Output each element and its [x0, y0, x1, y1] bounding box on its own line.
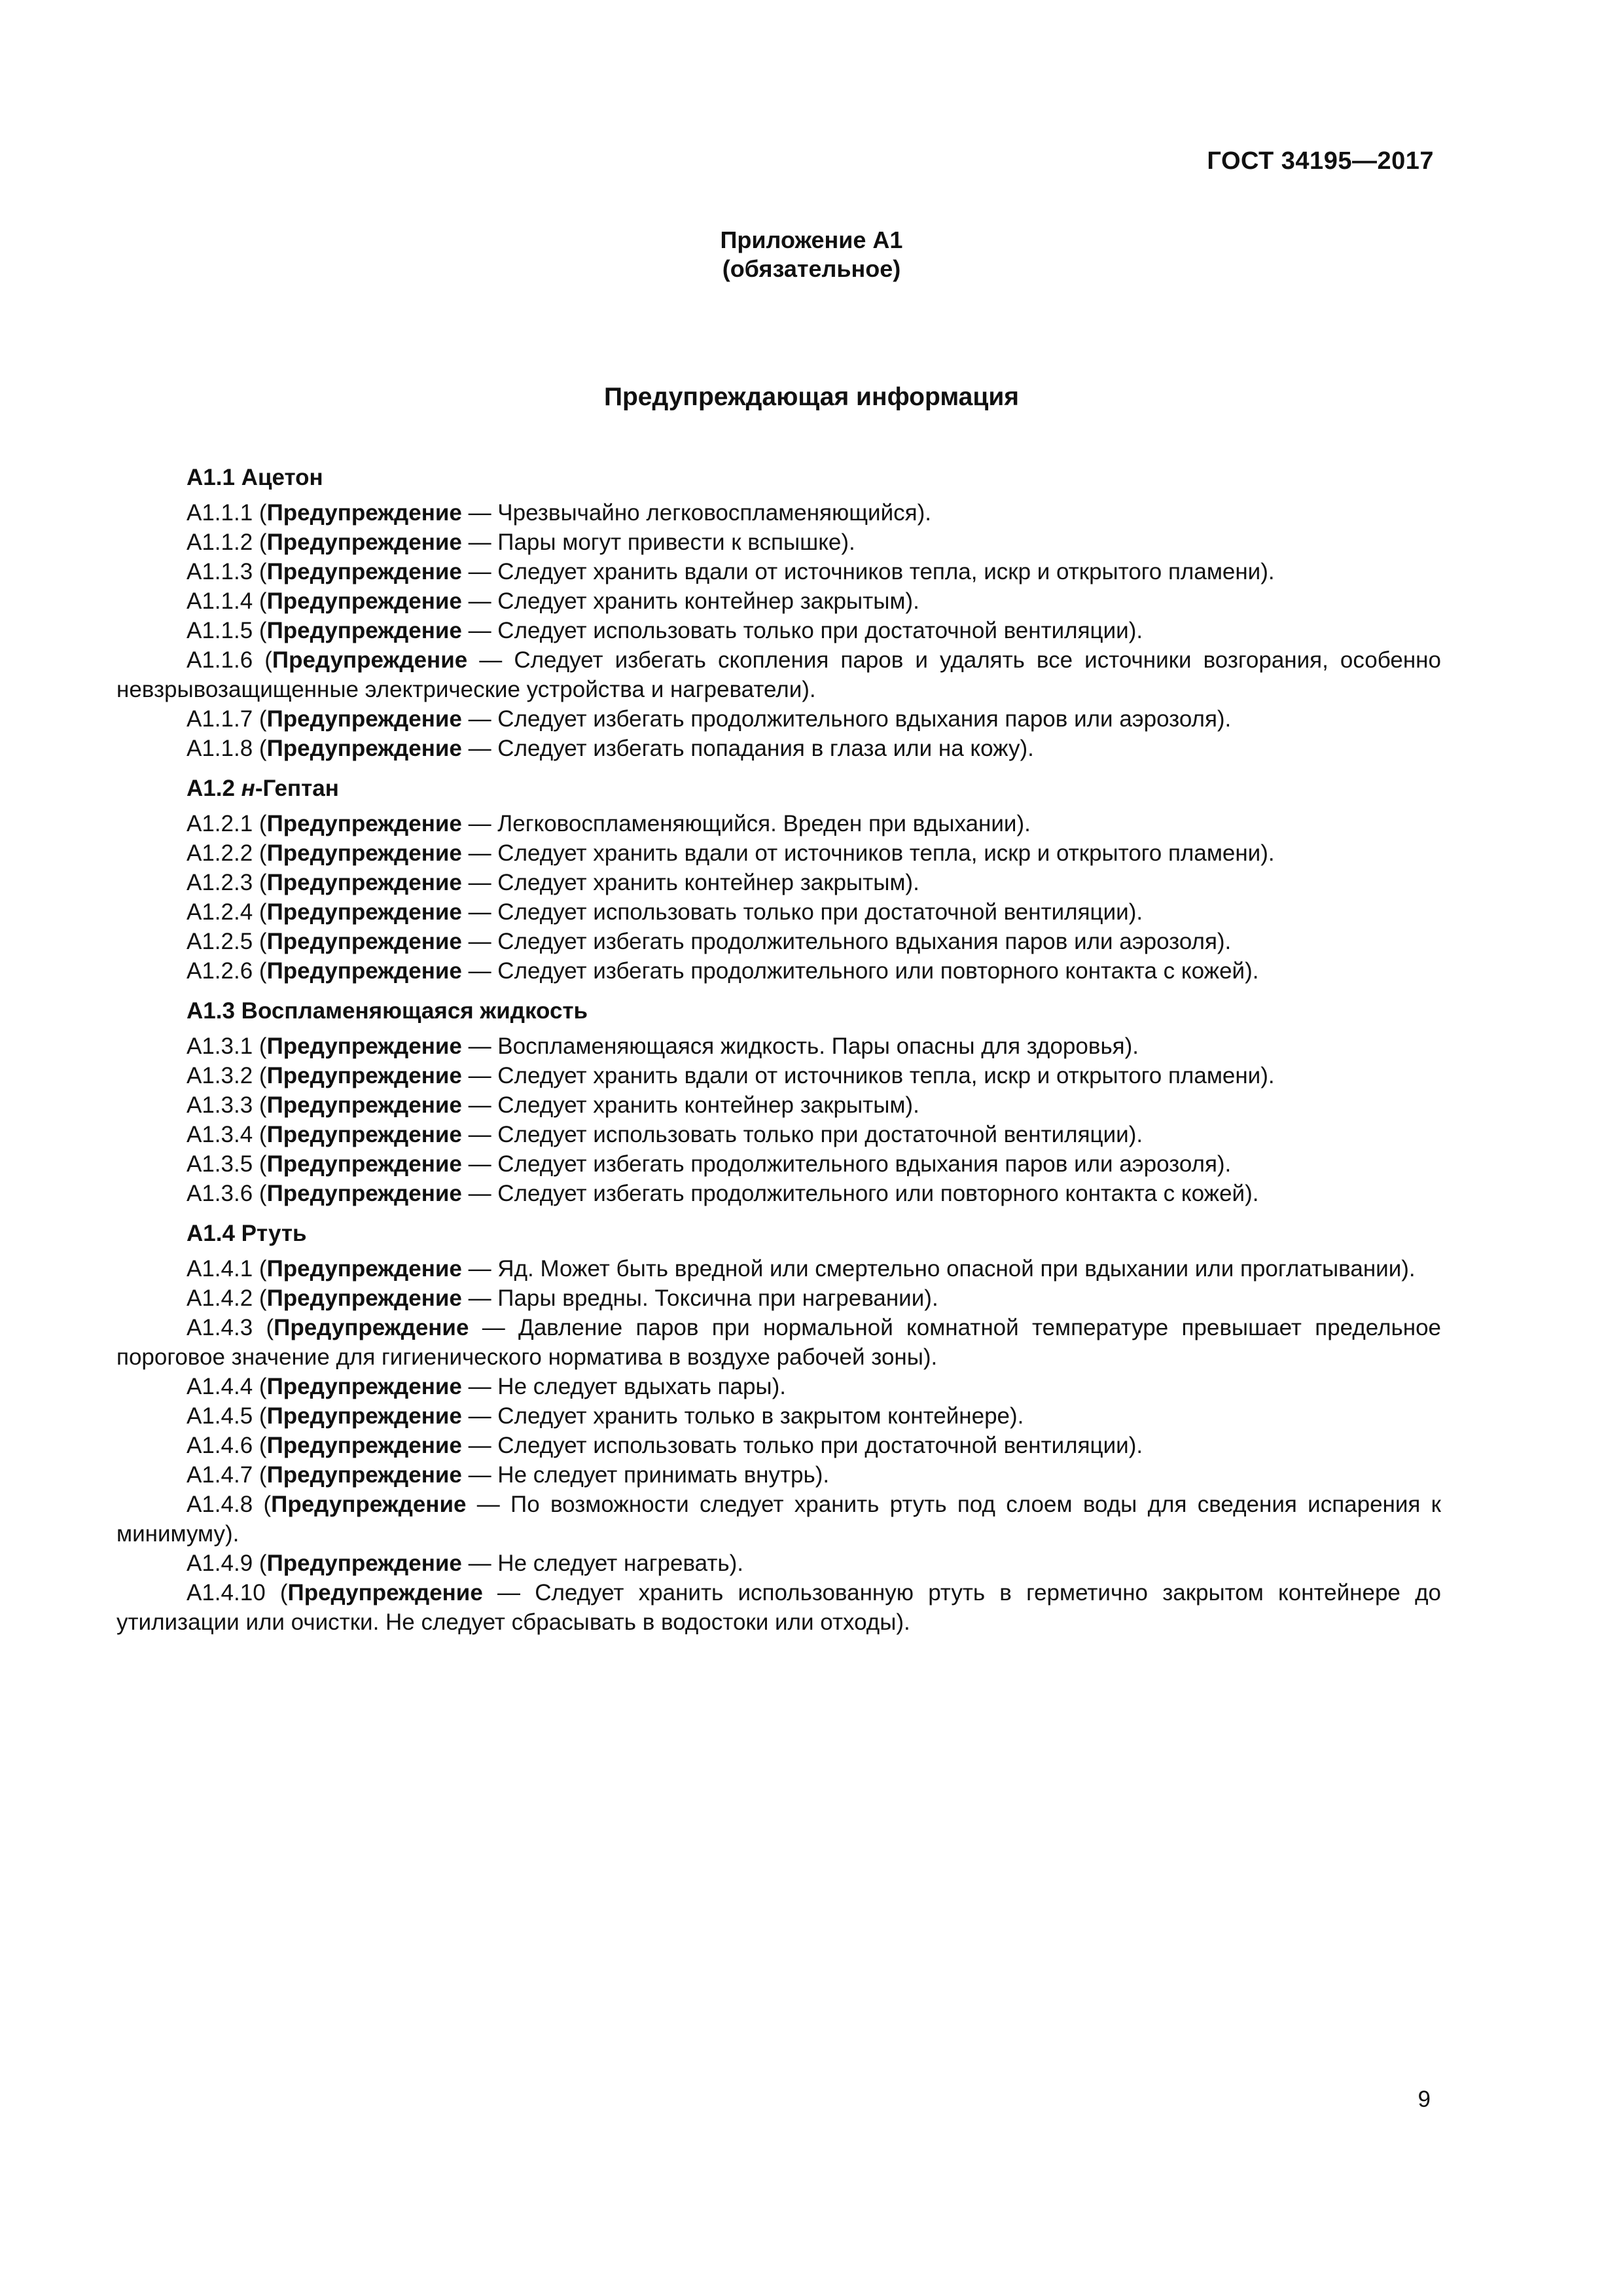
item-text: — Воспламеняющаяся жидкость. Пары опасны для здоровья). — [461, 1033, 1139, 1059]
warning-item: А1.4.4 (Предупреждение — Не следует вдыхать пары). — [187, 1374, 786, 1399]
item-number: А1.4.9 — [187, 1551, 253, 1576]
item-text: — Следует хранить использованную ртуть в герметично закрытом контейнере до утилизации или очистки. Не следует сбрасывать в водостоки или отходы). — [116, 1580, 1441, 1635]
warning-item: А1.1.2 (Предупреждение — Пары могут привести к вспышке). — [187, 529, 855, 555]
item-number: А1.3.6 — [187, 1181, 253, 1206]
item-text: — Следует хранить вдали от источников тепла, искр и открытого пламени). — [461, 1063, 1275, 1088]
page-title: Предупреждающая информация — [603, 383, 1020, 411]
item-text: — Следует избегать продолжительного или повторного контакта с кожей). — [461, 1181, 1259, 1206]
item-text: — Следует избегать продолжительного вдыхания паров или аэрозоля). — [461, 1151, 1232, 1177]
item-number: А1.2.6 — [187, 958, 253, 984]
warning-label: Предупреждение — [266, 736, 462, 761]
warning-label: Предупреждение — [266, 588, 462, 614]
page-number: 9 — [1418, 2087, 1431, 2112]
item-text: — Давление паров при нормальной комнатной температуре превышает предельное пороговое значение для гигиенического норматива в воздухе рабочей зоны). — [116, 1315, 1441, 1370]
warning-label: Предупреждение — [266, 1285, 462, 1311]
item-number: А1.4.7 — [187, 1462, 253, 1488]
item-text: — Легковоспламеняющийся. Вреден при вдыхании). — [461, 811, 1031, 836]
section-title-italic: н — [241, 776, 255, 801]
warning-label: Предупреждение — [266, 500, 462, 526]
item-number: А1.1.5 — [187, 618, 253, 643]
item-text: — Следует избегать продолжительного или повторного контакта с кожей). — [461, 958, 1259, 984]
item-text: — Не следует принимать внутрь). — [461, 1462, 830, 1488]
warning-item: А1.4.5 (Предупреждение — Следует хранить только в закрытом контейнере). — [187, 1403, 1024, 1429]
item-number: А1.1.8 — [187, 736, 253, 761]
warning-item: А1.1.7 (Предупреждение — Следует избегать продолжительного вдыхания паров или аэрозоля). — [187, 706, 1232, 732]
warning-label: Предупреждение — [272, 647, 468, 673]
item-number: А1.3.1 — [187, 1033, 253, 1059]
section-title-rest: -Гептан — [255, 776, 339, 801]
warning-label: Предупреждение — [266, 1403, 462, 1429]
warning-label: Предупреждение — [266, 1092, 462, 1118]
item-text: — Следует избегать скопления паров и удалять все источники возгорания, особенно невзрывозащищенные электрические устройства и нагреватели). — [116, 647, 1441, 702]
warning-item: А1.1.4 (Предупреждение — Следует хранить контейнер закрытым). — [187, 588, 919, 614]
warning-item: А1.1.5 (Предупреждение — Следует использовать только при достаточной вентиляции). — [187, 618, 1143, 643]
item-number: А1.2.4 — [187, 899, 253, 925]
item-number: А1.2.1 — [187, 811, 253, 836]
item-number: А1.1.3 — [187, 559, 253, 584]
warning-label: Предупреждение — [266, 840, 462, 866]
warning-item: А1.3.3 (Предупреждение — Следует хранить контейнер закрытым). — [187, 1092, 919, 1118]
item-text: — Яд. Может быть вредной или смертельно опасной при вдыхании или проглатывании). — [461, 1256, 1416, 1282]
item-text: — Не следует вдыхать пары). — [461, 1374, 786, 1399]
warning-label: Предупреждение — [266, 958, 462, 984]
item-text: — По возможности следует хранить ртуть под слоем воды для сведения испарения к минимуму). — [116, 1492, 1441, 1547]
warning-item: А1.2.4 (Предупреждение — Следует использовать только при достаточной вентиляции). — [187, 899, 1143, 925]
item-number: А1.2.2 — [187, 840, 253, 866]
item-number: А1.1.6 — [187, 647, 253, 673]
warning-item: А1.3.5 (Предупреждение — Следует избегать продолжительного вдыхания паров или аэрозоля). — [187, 1151, 1232, 1177]
warning-item: А1.4.10 (Предупреждение — Следует хранить использованную ртуть в герметично закрытом контейнере до утилизации или очистки. Не следует сбрасывать в водостоки или отходы). — [116, 1580, 1441, 1635]
item-text: — Следует использовать только при достаточной вентиляции). — [461, 899, 1143, 925]
item-number: А1.4.5 — [187, 1403, 253, 1429]
warning-label: Предупреждение — [266, 1181, 462, 1206]
section-heading — [116, 774, 1441, 803]
item-text: — Следует избегать попадания в глаза или на кожу). — [461, 736, 1034, 761]
warning-item: А1.4.9 (Предупреждение — Не следует нагревать). — [187, 1551, 744, 1576]
item-number: А1.4.6 — [187, 1433, 253, 1458]
item-number: А1.4.3 — [187, 1315, 253, 1340]
item-text: — Не следует нагревать). — [461, 1551, 744, 1576]
section-title: Ртуть — [234, 1221, 307, 1246]
item-text: — Пары могут привести к вспышке). — [461, 529, 855, 555]
warning-item: А1.2.1 (Предупреждение — Легковоспламеняющийся. Вреден при вдыхании). — [187, 811, 1031, 836]
document-code: ГОСТ 34195—2017 — [1207, 147, 1434, 175]
item-number: А1.3.5 — [187, 1151, 253, 1177]
warning-item: А1.2.3 (Предупреждение — Следует хранить контейнер закрытым). — [187, 870, 919, 895]
item-number: А1.1.7 — [187, 706, 253, 732]
appendix-label: Приложение А1 — [720, 226, 903, 253]
item-number: А1.4.10 — [187, 1580, 266, 1605]
item-number: А1.1.2 — [187, 529, 253, 555]
warning-label: Предупреждение — [266, 870, 462, 895]
appendix-status: (обязательное) — [722, 255, 901, 282]
item-text: — Следует использовать только при достаточной вентиляции). — [461, 1122, 1143, 1147]
section-number: А1.1 — [187, 465, 235, 490]
item-number: А1.2.3 — [187, 870, 253, 895]
warning-label: Предупреждение — [266, 811, 462, 836]
warning-label: Предупреждение — [266, 1256, 462, 1282]
warning-item: А1.2.5 (Предупреждение — Следует избегать продолжительного вдыхания паров или аэрозоля). — [187, 929, 1232, 954]
section-heading — [116, 463, 1441, 492]
warning-item: А1.2.2 (Предупреждение — Следует хранить вдали от источников тепла, искр и открытого пламени). — [187, 840, 1275, 866]
warning-label: Предупреждение — [266, 529, 462, 555]
section-title — [235, 776, 241, 801]
warning-item: А1.3.1 (Предупреждение — Воспламеняющаяся жидкость. Пары опасны для здоровья). — [187, 1033, 1139, 1059]
warning-label: Предупреждение — [266, 1433, 462, 1458]
warning-item: А1.1.3 (Предупреждение — Следует хранить вдали от источников тепла, искр и открытого пламени). — [187, 559, 1275, 584]
item-number: А1.3.2 — [187, 1063, 253, 1088]
warning-label: Предупреждение — [266, 706, 462, 732]
section-number: А1.2 — [187, 776, 235, 801]
warning-item: А1.1.8 (Предупреждение — Следует избегать попадания в глаза или на кожу). — [187, 736, 1034, 761]
item-number: А1.4.8 — [187, 1492, 253, 1517]
warning-label: Предупреждение — [266, 1122, 462, 1147]
warning-item: А1.1.1 (Предупреждение — Чрезвычайно легковоспламеняющийся). — [187, 500, 931, 526]
section-title: Воспламеняющаяся жидкость — [234, 998, 588, 1024]
section-number: А1.4 — [187, 1221, 235, 1246]
item-text: — Следует использовать только при достаточной вентиляции). — [461, 1433, 1143, 1458]
appendix-heading — [0, 226, 1623, 283]
warning-item: А1.4.2 (Предупреждение — Пары вредны. Токсична при нагревании). — [187, 1285, 938, 1311]
warning-label: Предупреждение — [266, 559, 462, 584]
item-text: — Следует избегать продолжительного вдыхания паров или аэрозоля). — [461, 929, 1232, 954]
item-number: А1.1.4 — [187, 588, 253, 614]
warning-item: А1.3.2 (Предупреждение — Следует хранить вдали от источников тепла, искр и открытого пламени). — [187, 1063, 1275, 1088]
warning-item: А1.3.6 (Предупреждение — Следует избегать продолжительного или повторного контакта с кожей). — [187, 1181, 1259, 1206]
section-heading — [116, 996, 1441, 1026]
item-text: — Следует хранить вдали от источников тепла, искр и открытого пламени). — [461, 840, 1275, 866]
warning-item: А1.3.4 (Предупреждение — Следует использовать только при достаточной вентиляции). — [187, 1122, 1143, 1147]
warning-item: А1.4.3 (Предупреждение — Давление паров при нормальной комнатной температуре превышает предельное пороговое значение для гигиенического норматива в воздухе рабочей зоны). — [116, 1315, 1441, 1370]
warning-label: Предупреждение — [266, 1063, 462, 1088]
item-text: — Чрезвычайно легковоспламеняющийся). — [461, 500, 931, 526]
item-text: — Следует использовать только при достаточной вентиляции). — [461, 618, 1143, 643]
warning-label: Предупреждение — [266, 1374, 462, 1399]
item-number: А1.2.5 — [187, 929, 253, 954]
item-number: А1.3.3 — [187, 1092, 253, 1118]
item-text: — Следует хранить контейнер закрытым). — [461, 870, 919, 895]
warning-sections — [116, 463, 1441, 1637]
warning-label: Предупреждение — [266, 929, 462, 954]
item-text: — Следует хранить только в закрытом контейнере). — [461, 1403, 1024, 1429]
warning-label: Предупреждение — [266, 1151, 462, 1177]
item-text: — Следует хранить контейнер закрытым). — [461, 588, 919, 614]
warning-label: Предупреждение — [266, 1462, 462, 1488]
warning-label: Предупреждение — [287, 1580, 483, 1605]
warning-item: А1.4.7 (Предупреждение — Не следует принимать внутрь). — [187, 1462, 830, 1488]
section-heading — [116, 1219, 1441, 1248]
item-text: — Следует хранить вдали от источников тепла, искр и открытого пламени). — [461, 559, 1275, 584]
warning-label: Предупреждение — [266, 618, 462, 643]
item-text: — Следует хранить контейнер закрытым). — [461, 1092, 919, 1118]
warning-label: Предупреждение — [266, 1551, 462, 1576]
warning-item: А1.4.6 (Предупреждение — Следует использовать только при достаточной вентиляции). — [187, 1433, 1143, 1458]
item-number: А1.4.1 — [187, 1256, 253, 1282]
warning-label: Предупреждение — [274, 1315, 469, 1340]
item-text: — Пары вредны. Токсична при нагревании). — [461, 1285, 938, 1311]
item-number: А1.3.4 — [187, 1122, 253, 1147]
item-text: — Следует избегать продолжительного вдыхания паров или аэрозоля). — [461, 706, 1232, 732]
section-title: Ацетон — [234, 465, 323, 490]
item-number: А1.1.1 — [187, 500, 253, 526]
section-number: А1.3 — [187, 998, 235, 1024]
item-number: А1.4.2 — [187, 1285, 253, 1311]
warning-label: Предупреждение — [271, 1492, 467, 1517]
warning-label: Предупреждение — [266, 1033, 462, 1059]
warning-item: А1.2.6 (Предупреждение — Следует избегать продолжительного или повторного контакта с кожей). — [187, 958, 1259, 984]
warning-item: А1.4.1 (Предупреждение — Яд. Может быть вредной или смертельно опасной при вдыхании или проглатывании). — [187, 1256, 1416, 1282]
item-number: А1.4.4 — [187, 1374, 253, 1399]
warning-item: А1.1.6 (Предупреждение — Следует избегать скопления паров и удалять все источники возгорания, особенно невзрывозащищенные электрические устройства и нагреватели). — [116, 647, 1441, 702]
warning-item: А1.4.8 (Предупреждение — По возможности следует хранить ртуть под слоем воды для сведения испарения к минимуму). — [116, 1492, 1441, 1547]
warning-label: Предупреждение — [266, 899, 462, 925]
